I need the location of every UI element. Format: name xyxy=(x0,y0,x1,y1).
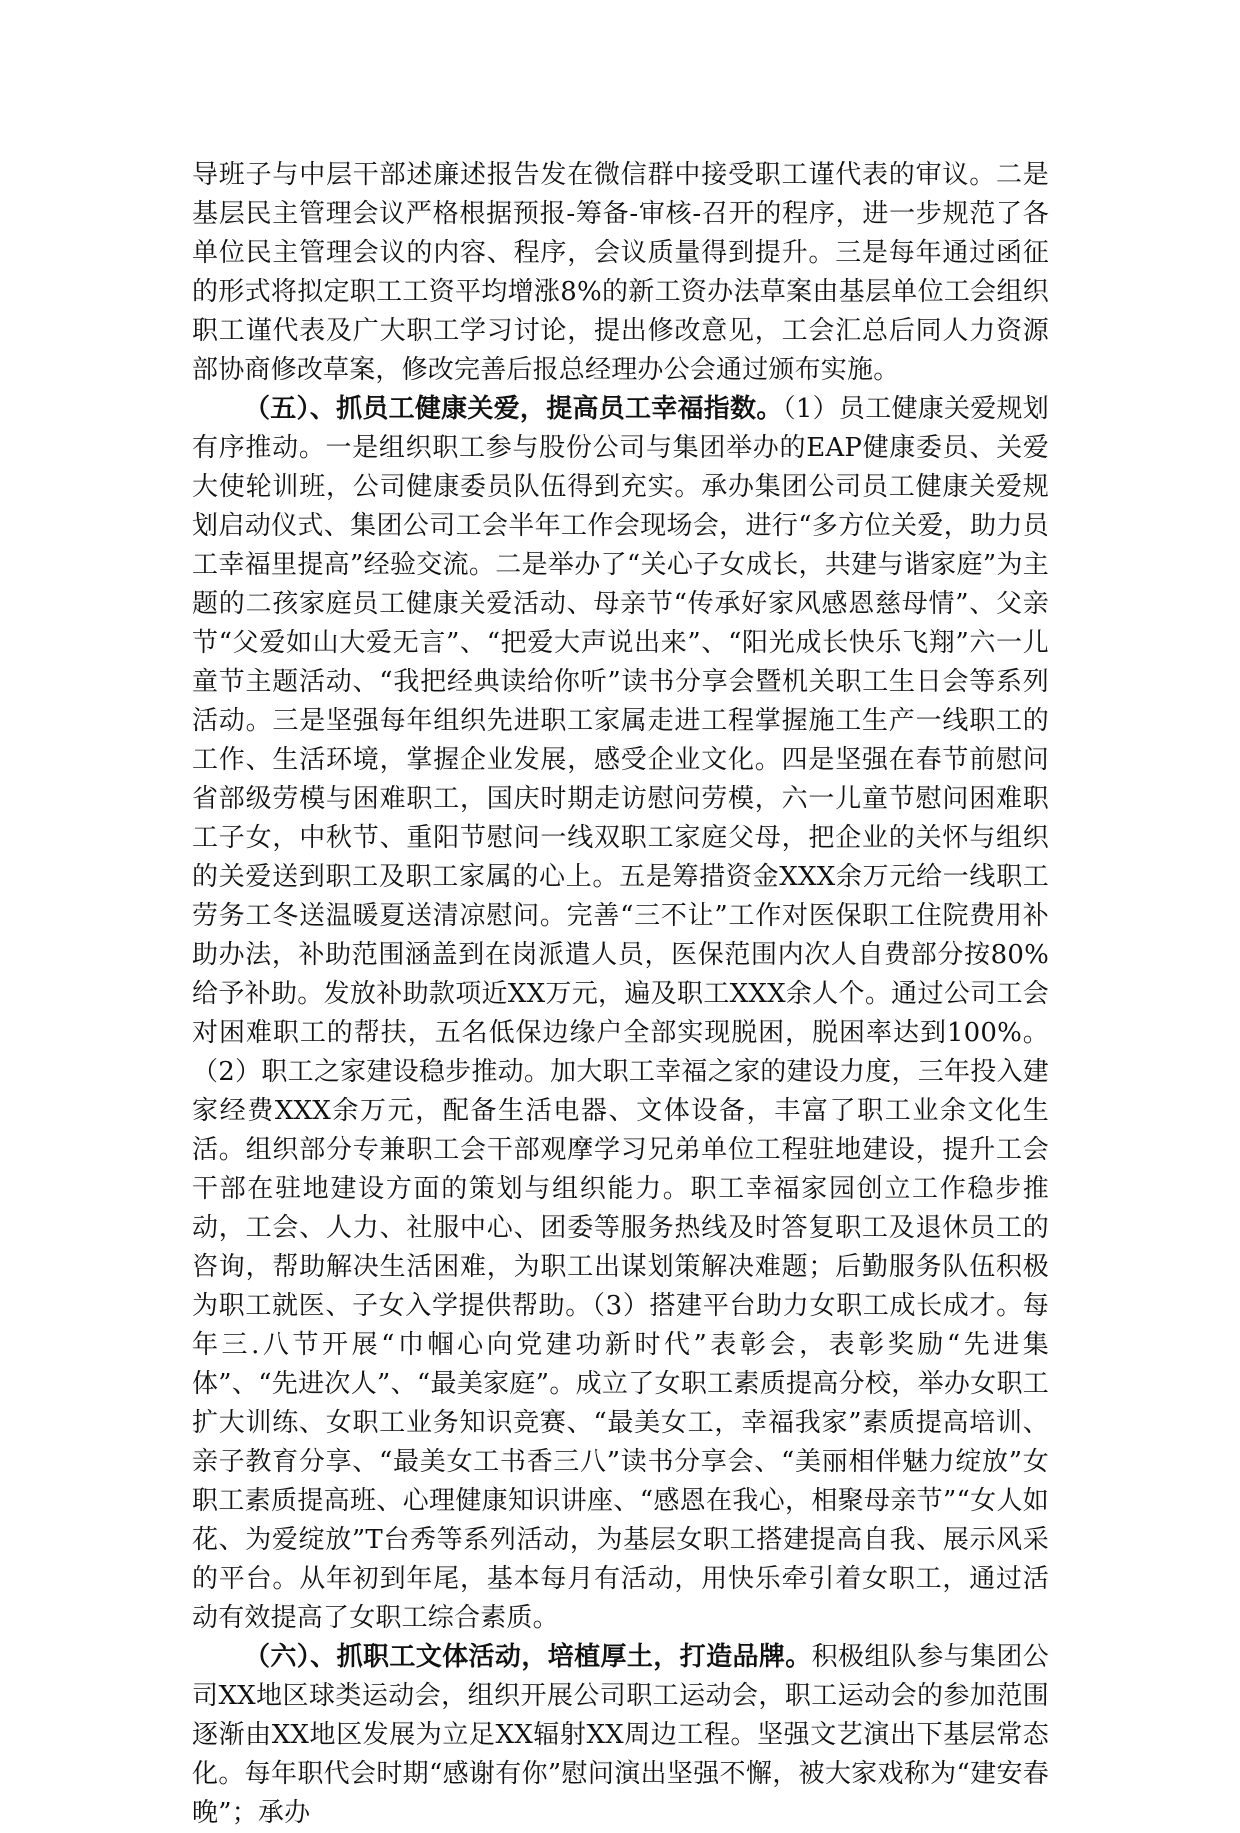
paragraph-text: 积极组队参与集团公司XX地区球类运动会，组织开展公司职工运动会，职工运动会的参加范围逐渐由XX地区发展为立足XX辐射XX周边工程。坚强文艺演出下基层常态化。每年职代会时期“感谢有你”慰问演出坚强不懈，被大家戏称为“建安春晚”；承办 xyxy=(192,1642,1049,1828)
paragraph-text: （1）员工健康关爱规划有序推动。一是组织职工参与股份公司与集团举办的EAP健康委员、关爱大使轮训班，公司健康委员队伍得到充实。承办集团公司员工健康关爱规划启动仪式、集团公司工会半年工作会现场会，进行“多方位关爱，助力员工幸福里提高”经验交流。二是举办了“关心子女成长，共建与谐家庭”为主题的二孩家庭员工健康关爱活动、母亲节“传承好家风感恩慈母情”、父亲节“父爱如山大爱无言”、“把爱大声说出来”、“阳光成长快乐飞翔”六一儿童节主题活动、“我把经典读给你听”读书分享会暨机关职工生日会等系列活动。三是坚强每年组织先进职工家属走进工程掌握施工生产一线职工的工作、生活环境，掌握企业发展，感受企业文化。四是坚强在春节前慰问省部级劳模与困难职工，国庆时期走访慰问劳模，六一儿童节慰问困难职工子女，中秋节、重阳节慰问一线双职工家庭父母，把企业的关怀与组织的关爱送到职工及职工家属的心上。五是筹措资金XXX余万元给一线职工劳务工冬送温暖夏送清凉慰问。完善“三不让”工作对医保职工住院费用补助办法，补助范围涵盖到在岗派遣人员，医保范围内次人自费部分按80%给予补助。发放补助款项近XX万元，遍及职工XXX余人个。通过公司工会对困难职工的帮扶，五名低保边缘户全部实现脱困，脱困率达到100%。（2）职工之家建设稳步推动。加大职工幸福之家的建设力度，三年投入建家经费XXX余万元，配备生活电器、文体设备，丰富了职工业余文化生活。组织部分专兼职工会干部观摩学习兄弟单位工程驻地建设，提升工会干部在驻地建设方面的策划与组织能力。职工幸福家园创立工作稳步推动，工会、人力、社服中心、团委等服务热线及时答复职工及退休员工的咨询，帮助解决生活困难，为职工出谋划策解决难题；后勤服务队伍积极为职工就医、子女入学提供帮助。（3）搭建平台助力女职工成长成才。每年三.八节开展“巾帼心向党建功新时代”表彰会，表彰奖励“先进集体”、“先进次人”、“最美家庭”。成立了女职工素质提高分校，举办女职工扩大训练、女职工业务知识竞赛、“最美女工，幸福我家”素质提高培训、亲子教育分享、“最美女工书香三八”读书分享会、“美丽相伴魅力绽放”女职工素质提高班、心理健康知识讲座、“感恩在我心，相聚母亲节”“女人如花、为爱绽放”T台秀等系列活动，为基层女职工搭建提高自我、展示风采的平台。从年初到年尾，基本每月有活动，用快乐牵引着女职工，通过活动有效提高了女职工综合素质。 xyxy=(192,394,1049,1633)
section-heading: （六）、抓职工文体活动，培植厚土，打造品牌。 xyxy=(244,1642,812,1672)
paragraph-continuation xyxy=(192,156,1049,390)
paragraph-section-6 xyxy=(192,1638,1049,1833)
paragraph-text: 导班子与中层干部述廉述报告发在微信群中接受职工谨代表的审议。二是基层民主管理会议严格根据预报-筹备-审核-召开的程序，进一步规范了各单位民主管理会议的内容、程序，会议质量得到提升。三是每年通过函征的形式将拟定职工工资平均增涨8%的新工资办法草案由基层单位工会组织职工谨代表及广大职工学习讨论，提出修改意见，工会汇总后同人力资源部协商修改草案，修改完善后报总经理办公会通过颁布实施。 xyxy=(192,160,1049,385)
document-body xyxy=(192,156,1049,1833)
paragraph-section-5 xyxy=(192,390,1049,1638)
section-heading: （五）、抓员工健康关爱，提高员工幸福指数。 xyxy=(244,394,783,424)
